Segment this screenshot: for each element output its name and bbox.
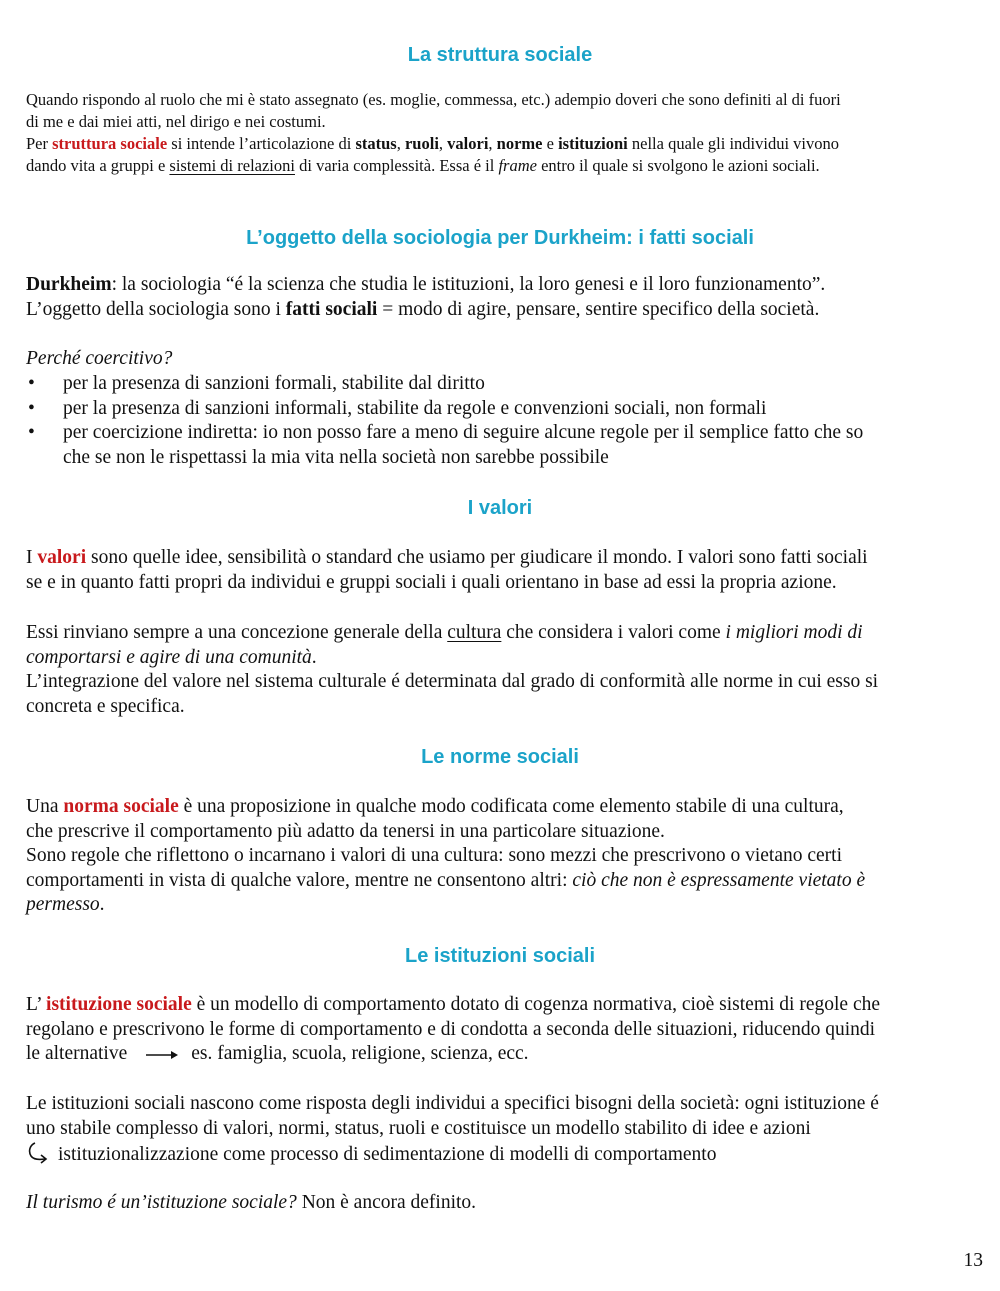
term-durkheim: Durkheim — [26, 274, 112, 295]
term-struttura-sociale: struttura sociale — [52, 134, 168, 153]
term-istituzioni: istituzioni — [558, 134, 628, 153]
text-line: di me e dai miei atti, nel dirigo e nei costumi. — [26, 112, 326, 131]
heading-i-valori: I valori — [467, 497, 533, 519]
text-run: Per — [26, 134, 53, 153]
text-line — [26, 646, 981, 671]
bullet-icon: • — [28, 397, 35, 419]
text-line: per la presenza di sanzioni informali, stabilite da regole e convenzioni sociali, non formali — [63, 397, 767, 419]
text-line — [26, 1042, 981, 1067]
text-run: le alternative — [26, 1043, 128, 1064]
paragraph-istituzioni-bisogni — [26, 1092, 981, 1168]
heading-istituzioni-sociali: Le istituzioni sociali — [404, 945, 596, 967]
text-line — [26, 273, 981, 298]
paragraph-valori-definizione — [26, 546, 981, 595]
list-item — [26, 372, 981, 397]
text-run: che considera i valori come — [501, 622, 726, 643]
heading-norme-sociali: Le norme sociali — [421, 746, 579, 768]
text-run: Essi rinviano sempre a una concezione generale della — [26, 622, 448, 643]
text-line: se e in quanto fatti propri da individui e gruppi sociali i quali orientano in base ad essi la propria azione. — [26, 571, 837, 593]
text-run: . — [99, 894, 105, 915]
bullet-icon: • — [28, 373, 35, 394]
text-run: entro il quale si svolgono le azioni sociali. — [536, 156, 820, 175]
text-line: Perché coercitivo? — [26, 348, 173, 369]
text-line — [26, 298, 981, 323]
list-item — [26, 421, 981, 470]
text-line: uno stabile complesso di valori, normi, status, ruoli e costituisce un modello stabilito di idee e azioni — [26, 1117, 811, 1139]
italic-text: permesso — [26, 894, 100, 915]
text-line: L’integrazione del valore nel sistema culturale é determinata dal grado di conformità alle norme in cui esso si — [26, 671, 879, 692]
text-run: , — [438, 134, 448, 153]
text-run: dando vita a gruppi e — [26, 156, 170, 175]
text-line — [26, 133, 981, 155]
paragraph-ruolo — [26, 89, 981, 133]
heading-struttura-sociale: La struttura sociale — [407, 44, 593, 66]
text-line — [26, 155, 981, 177]
italic-text: ciò che non è espressamente vietato è — [572, 869, 866, 891]
text-run: è una proposizione in qualche modo codificata come elemento stabile di una cultura, — [178, 796, 844, 817]
term-status: status — [355, 134, 397, 153]
text-run: nella quale gli individui vivono — [627, 134, 840, 153]
text-run: L’ — [26, 994, 47, 1015]
text-line: Quando rispondo al ruolo che mi è stato assegnato (es. moglie, commessa, etc.) adempio doveri che sono definiti al di fuori — [26, 90, 841, 109]
text-line: per coercizione indiretta: io non posso fare a meno di seguire alcune regole per il semplice fatto che so — [63, 422, 864, 443]
text-run: Una — [26, 796, 64, 817]
text-run: : la sociologia “é la scienza che studia le istituzioni, la loro genesi e il loro funzionamento”. — [111, 274, 826, 295]
text-line: che se non le rispettassi la mia vita nella società non sarebbe possibile — [63, 446, 609, 468]
term-norma-sociale: norma sociale — [63, 796, 179, 817]
paragraph-norma-sociale — [26, 795, 981, 918]
paragraph-struttura-definizione — [26, 133, 981, 177]
text-line: per la presenza di sanzioni formali, stabilite dal diritto — [63, 373, 485, 394]
text-line — [26, 869, 981, 894]
paragraph-valori-cultura — [26, 621, 981, 719]
text-run: e — [542, 134, 559, 153]
text-line: regolano e prescrivono le forme di comportamento e di condotta a seconda delle situazioni, riducendo quindi — [26, 1018, 876, 1040]
text-run: di varia complessità. Essa é il — [294, 156, 499, 175]
text-run: I — [26, 547, 38, 568]
text-run: istituzionalizzazione come processo di sedimentazione di modelli di comportamento — [58, 1144, 717, 1165]
text-line: Le istituzioni sociali nascono come risposta degli individui a specifici bisogni della società: ogni istituzione é — [26, 1093, 879, 1114]
paragraph-turismo — [26, 1191, 981, 1216]
italic-question: Il turismo é un’istituzione sociale? — [26, 1192, 297, 1213]
heading-oggetto-sociologia: L’oggetto della sociologia per Durkheim: i fatti sociali — [246, 227, 754, 249]
text-line — [26, 546, 981, 571]
paragraph-istituzione-sociale — [26, 993, 981, 1067]
term-valori-red: valori — [37, 547, 87, 568]
bullet-list-coercizione — [26, 372, 981, 470]
term-istituzione-sociale: istituzione sociale — [46, 994, 192, 1015]
text-run: Non è ancora definito. — [296, 1192, 477, 1213]
text-run: . — [311, 646, 317, 668]
bullet-icon: • — [28, 422, 35, 443]
text-line — [26, 893, 981, 918]
page-number: 13 — [963, 1250, 983, 1271]
hook-arrow-icon — [26, 1141, 50, 1165]
paragraph-durkheim — [26, 273, 981, 322]
italic-frame: frame — [498, 156, 537, 175]
text-run: comportamenti in vista di qualche valore, mentre ne consentono altri: — [26, 869, 573, 891]
text-run: , — [396, 134, 405, 153]
text-line — [26, 1191, 981, 1216]
underlined-sistemi-di-relazioni: sistemi di relazioni — [169, 156, 295, 175]
text-line: concreta e specifica. — [26, 695, 185, 717]
term-valori: valori — [447, 134, 489, 153]
term-fatti-sociali: fatti sociali — [285, 298, 378, 320]
text-run: sono quelle idee, sensibilità o standard che usiamo per giudicare il mondo. I valori sono fatti sociali — [86, 547, 868, 568]
right-arrow-icon — [145, 1049, 179, 1061]
text-run: è un modello di comportamento dotato di cogenza normativa, cioè sistemi di regole che — [191, 994, 881, 1015]
list-item — [26, 397, 981, 422]
question-coercitivo — [26, 347, 981, 372]
text-run: = modo di agire, pensare, sentire specifico della società. — [377, 298, 820, 320]
text-line — [26, 1141, 981, 1168]
text-run: si intende l’articolazione di — [167, 134, 356, 153]
text-line: che prescrive il comportamento più adatto da tenersi in una particolare situazione. — [26, 820, 665, 842]
term-norme: norme — [496, 134, 543, 153]
text-run: es. famiglia, scuola, religione, scienza, ecc. — [191, 1043, 529, 1064]
underlined-cultura: cultura — [447, 622, 502, 643]
italic-text: comportarsi e agire di una comunità — [26, 646, 312, 668]
text-run: L’oggetto della sociologia sono i — [26, 298, 286, 320]
italic-text: i migliori modi di — [725, 622, 863, 643]
text-run: , — [488, 134, 497, 153]
text-line: Sono regole che riflettono o incarnano i valori di una cultura: sono mezzi che prescrivono o vietano certi — [26, 845, 843, 866]
text-line — [26, 621, 981, 646]
term-ruoli: ruoli — [404, 134, 439, 153]
text-line — [26, 993, 981, 1018]
text-line — [26, 795, 981, 820]
